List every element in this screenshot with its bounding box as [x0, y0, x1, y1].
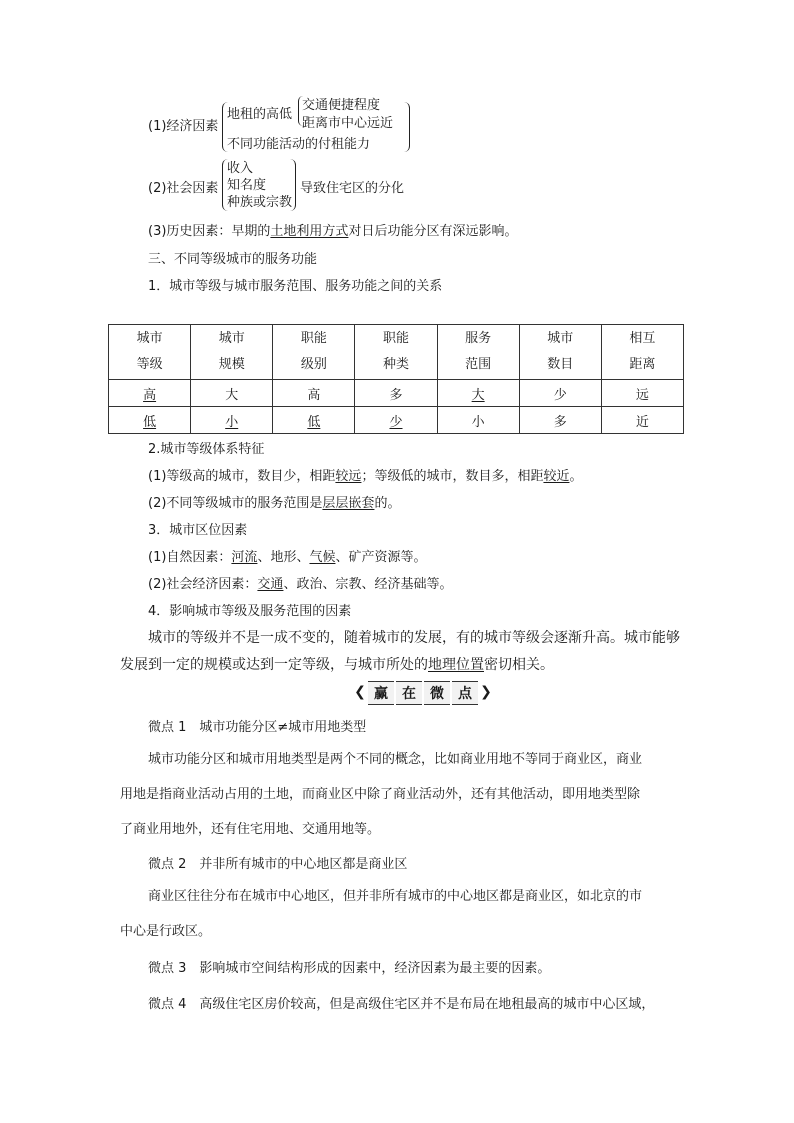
social-factor-label: (2)社会因素 — [148, 181, 219, 196]
location-factor-socioeconomic: (2)社会经济因素：交通、政治、宗教、经济基础等。 — [148, 577, 453, 592]
subsection4-title: 4．影响城市等级及服务范围的因素 — [148, 604, 352, 619]
system-feature-1: (1)等级高的城市，数目少，相距较远；等级低的城市，数目多，相距较近。 — [148, 469, 583, 484]
table-cell: 远 — [601, 380, 683, 407]
banner-char: 点 — [452, 681, 478, 705]
table-header-cell: 职能 级别 — [273, 325, 355, 380]
win-in-micro-points-banner — [354, 681, 492, 705]
table-cell: 低 — [109, 407, 191, 434]
table-cell: 少 — [519, 380, 601, 407]
subsection2-title: 2.城市等级体系特征 — [148, 442, 265, 457]
table-cell: 大 — [191, 380, 273, 407]
micro-point-1-title: 微点 1 城市功能分区≠城市用地类型 — [148, 720, 367, 735]
table-cell: 大 — [437, 380, 519, 407]
paragraph4-line1: 城市的等级并不是一成不变的，随着城市的发展，有的城市等级会逐渐升高。城市能够 — [148, 630, 680, 646]
micro-point-2-line2: 中心是行政区。 — [120, 924, 212, 939]
table-cell: 近 — [601, 407, 683, 434]
table-header-cell: 服务 范围 — [437, 325, 519, 380]
table-header-cell: 城市 规模 — [191, 325, 273, 380]
transport-convenience: 交通便捷程度 — [302, 98, 381, 113]
table-cell: 少 — [355, 407, 437, 434]
section3-title: 三、不同等级城市的服务功能 — [148, 252, 318, 267]
social-right-brace — [290, 159, 296, 211]
micro-point-4: 微点 4 高级住宅区房价较高，但是高级住宅区并不是布局在地租最高的城市中心区域， — [148, 997, 655, 1012]
system-feature-2: (2)不同等级城市的服务范围是层层嵌套的。 — [148, 496, 401, 511]
subsection3-title: 3．城市区位因素 — [148, 523, 248, 538]
table-cell: 低 — [273, 407, 355, 434]
table-header-cell: 相互 距离 — [601, 325, 683, 380]
table-cell: 多 — [519, 407, 601, 434]
table-header-cell: 职能 种类 — [355, 325, 437, 380]
banner-char: 在 — [396, 681, 422, 705]
econ-factor-label: (1)经济因素 — [148, 119, 219, 134]
history-underlined: 土地利用方式 — [270, 224, 349, 239]
table-cell: 高 — [109, 380, 191, 407]
banner-char: 赢 — [368, 681, 394, 705]
social-item-reputation: 知名度 — [227, 178, 267, 193]
table-row — [109, 380, 684, 407]
table-row — [109, 407, 684, 434]
micro-point-1-line3: 了商业用地外，还有住宅用地、交通用地等。 — [120, 822, 381, 837]
micro-point-1-line2: 用地是指商业活动占用的土地，而商业区中除了商业活动外，还有其他活动，即用地类型除 — [120, 787, 641, 802]
table-header-cell: 城市 等级 — [109, 325, 191, 380]
table-cell: 高 — [273, 380, 355, 407]
subsection1-title: 1．城市等级与城市服务范围、服务功能之间的关系 — [148, 279, 443, 294]
social-result: 导致住宅区的分化 — [300, 181, 405, 196]
banner-char: 微 — [424, 681, 450, 705]
table-cell: 小 — [191, 407, 273, 434]
social-item-ethnicity: 种族或宗教 — [227, 195, 293, 210]
land-rent-label: 地租的高低 — [227, 107, 293, 122]
micro-point-3: 微点 3 影响城市空间结构形成的因素中，经济因素为最主要的因素。 — [148, 961, 551, 976]
location-factor-natural: (1)自然因素：河流、地形、气候、矿产资源等。 — [148, 550, 427, 565]
banner-left-chevron-icon: ❮ — [354, 684, 366, 700]
banner-right-chevron-icon: ❯ — [480, 684, 492, 700]
paragraph4-line2: 发展到一定的规模或达到一定等级，与城市所处的地理位置密切相关。 — [120, 657, 554, 673]
history-suffix: 对日后功能分区有深远影响。 — [348, 224, 518, 239]
micro-point-2-line1: 商业区往往分布在城市中心地区，但并非所有城市的中心地区都是商业区，如北京的市 — [148, 889, 643, 904]
micro-point-2-title: 微点 2 并非所有城市的中心地区都是商业区 — [148, 857, 408, 872]
micro-point-1-line1: 城市功能分区和城市用地类型是两个不同的概念，比如商业用地不等同于商业区，商业 — [148, 752, 643, 767]
table-cell: 多 — [355, 380, 437, 407]
econ-right-brace — [404, 102, 410, 152]
history-factor — [148, 220, 517, 239]
distance-to-center: 距离市中心远近 — [302, 116, 394, 131]
city-level-table — [108, 324, 684, 434]
table-cell: 小 — [437, 407, 519, 434]
bid-rent-ability: 不同功能活动的付租能力 — [227, 137, 371, 152]
history-prefix: (3)历史因素：早期的 — [148, 224, 271, 239]
table-header-cell: 城市 数目 — [519, 325, 601, 380]
table-header-row — [109, 325, 684, 380]
social-item-income: 收入 — [227, 161, 254, 176]
